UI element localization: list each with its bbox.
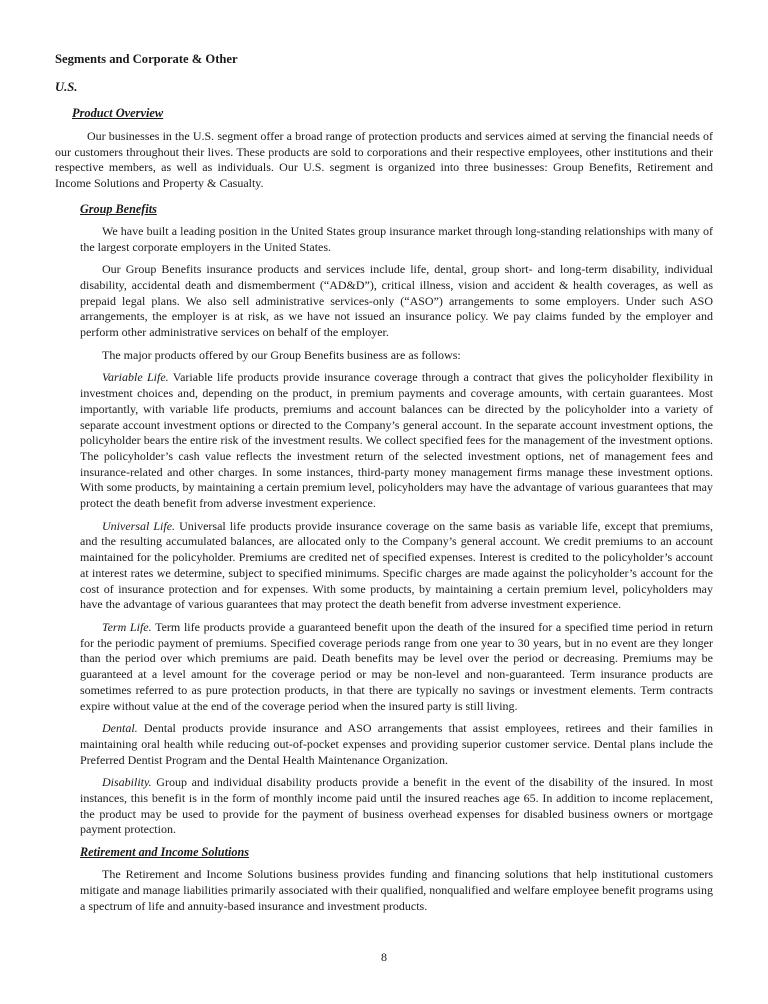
product-overview-heading: Product Overview [72, 106, 164, 120]
group-benefits-paragraph-3: The major products offered by our Group Benefits business are as follows: [102, 347, 461, 362]
product-text-term-life: Term life products provide a guaranteed benefit upon the death of the insured for a specified time period in return for the periodic payment of premiums. Specified coverage periods range from one year to 30 years, but in no event are they longer than the period over which premiums are paid. Death benefits may be level over the period or decreasing. Premiums may be guaranteed at a level amount for the coverage period or may be non-level and non-guaranteed. Term insurance products are sometimes referred to as pure protection products, in that there are typically no savings or investment elements. Term contracts expire without value at the end of the coverage period when the insured party is still living. [80, 619, 713, 713]
product-text-disability: Group and individual disability products provide a benefit in the event of the disability of the insured. In most instances, this benefit is in the form of monthly income paid until the insured reaches age 65. In addition to income replacement, the product may be used to provide for the payment of business overhead expenses for disabled business owners or mortgage payment protection. [80, 775, 714, 837]
product-paragraph-variable-life [80, 370, 713, 511]
group-benefits-paragraph-2: Our Group Benefits insurance products and services include life, dental, group short- and long-term disability, individual disability, accidental death and dismemberment (“AD&D”), critical illness, vision and accident & health coverages, as well as prepaid legal plans. We also sell administrative services-only (“ASO”) arrangements to some employers. Under such ASO arrangements, the employer is at risk, as we have not issued an insurance policy. We pay claims funded by the employer and perform other administrative services on behalf of the employer. [80, 262, 713, 340]
product-label-term-life: Term Life. [102, 619, 152, 634]
product-paragraph-dental [80, 721, 713, 768]
retirement-income-solutions-heading: Retirement and Income Solutions [80, 845, 249, 860]
product-text-variable-life: Variable life products provide insurance coverage through a contract that gives the policyholder flexibility in investment choices and, depending on the product, in premium payments and coverage amounts, with certain guarantees. Most importantly, with variable life products, premiums and account balances can be directed by the policyholder into a variety of separate account investment options or directed to the Company’s general account. In the separate account investment options, the policyholder bears the entire risk of the investment results. We collect specified fees for the management of the investment options. The policyholder’s cash value reflects the investment return of the selected investment options, net of management fees and insurance-related and other charges. In some instances, third-party money management firms manage these investment options. With some products, by maintaining a certain premium level, policyholders may have the advantage of various guarantees that may protect the death benefit from adverse investment experience. [80, 370, 713, 511]
group-benefits-paragraph-1: We have built a leading position in the United States group insurance market through long-standing relationships with many of the largest corporate employers in the United States. [80, 223, 713, 254]
product-text-universal-life: Universal life products provide insurance coverage on the same basis as variable life, except that premiums, and the resulting accumulated balances, are allocated only to the Company’s general account. We credit premiums to an account maintained for the policyholder. Premiums are credited net of specified expenses. Interest is credited to the policyholder’s account at interest rates we determine, subject to specified minimums. Specific charges are made against the policyholder’s account for the cost of insurance protection and for expenses. With some products, by maintaining a certain premium level, policyholders may have the advantage of various guarantees that may protect the death benefit from adverse investment experience. [80, 518, 714, 612]
product-paragraph-universal-life [80, 519, 713, 613]
product-text-dental: Dental products provide insurance and ASO arrangements that assist employees, retirees and their families in maintaining oral health while reducing out-of-pocket expenses and providing superior customer service. Dental plans include the Preferred Dentist Program and the Dental Health Maintenance Organization. [80, 721, 714, 767]
product-label-disability: Disability. [102, 775, 152, 790]
product-label-variable-life: Variable Life. [102, 370, 169, 385]
document-title: Segments and Corporate & Other [55, 52, 238, 66]
product-label-universal-life: Universal Life. [102, 518, 176, 533]
retirement-paragraph: The Retirement and Income Solutions business provides funding and financing solutions that help institutional customers mitigate and manage liabilities primarily associated with their qualified, nonqualified and welfare employee benefit programs using a spectrum of life and annuity-based insurance and investment products. [80, 867, 713, 913]
group-benefits-heading: Group Benefits [80, 201, 157, 216]
product-paragraph-term-life [80, 620, 713, 714]
intro-paragraph: Our businesses in the U.S. segment offer a broad range of protection products and services aimed at serving the financial needs of our customers throughout their lives. These products are sold to corporations and their respective employees, other institutions and their respective members, as well as individuals. Our U.S. segment is organized into three businesses: Group Benefits, Retirement and Income Solutions and Property & Casualty. [55, 129, 713, 191]
region-heading-us: U.S. [55, 80, 78, 94]
product-paragraph-disability [80, 775, 713, 838]
page-number: 8 [381, 950, 387, 964]
product-label-dental: Dental. [102, 721, 138, 736]
